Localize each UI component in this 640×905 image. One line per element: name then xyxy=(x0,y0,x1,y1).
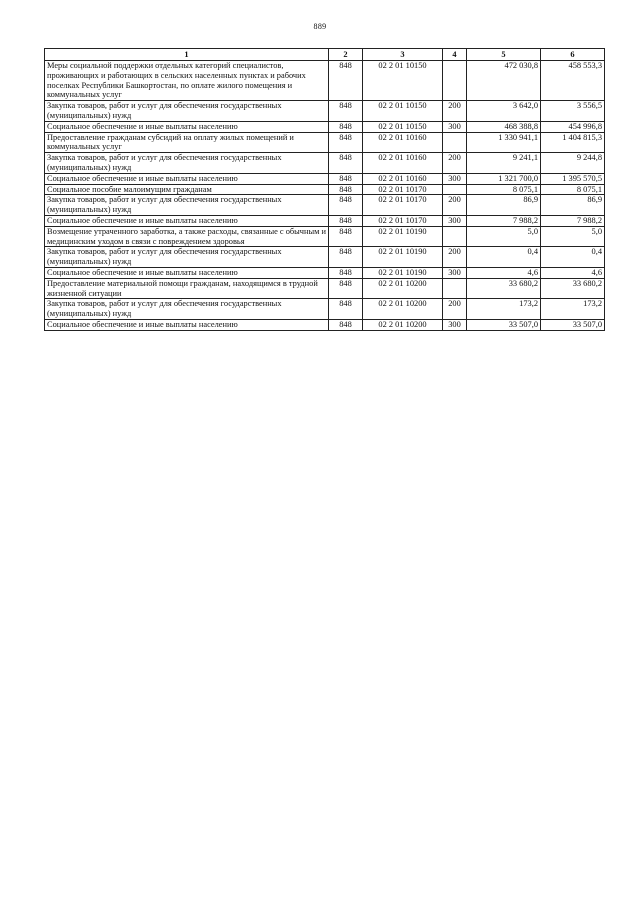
row-ved-cell: 848 xyxy=(329,247,363,268)
row-ved-cell: 848 xyxy=(329,278,363,299)
row-value-year2-cell: 33 507,0 xyxy=(541,319,605,330)
row-value-year2-cell: 7 988,2 xyxy=(541,215,605,226)
row-value-year2-cell: 33 680,2 xyxy=(541,278,605,299)
row-value-year2-cell: 4,6 xyxy=(541,267,605,278)
header-row xyxy=(45,49,605,61)
row-code-cell: 02 2 01 10190 xyxy=(363,226,443,247)
row-value-year2-cell: 1 395 570,5 xyxy=(541,173,605,184)
row-ved-cell: 848 xyxy=(329,299,363,320)
row-value-year2-cell: 8 075,1 xyxy=(541,184,605,195)
header-cell: 3 xyxy=(363,49,443,61)
row-name-cell: Социальное обеспечение и иные выплаты населению xyxy=(45,267,329,278)
row-ved-cell: 848 xyxy=(329,184,363,195)
row-code-cell: 02 2 01 10200 xyxy=(363,319,443,330)
row-name-cell: Предоставление материальной помощи гражданам, находящимся в трудной жизненной ситуации xyxy=(45,278,329,299)
row-value-year1-cell: 1 330 941,1 xyxy=(467,132,541,153)
header-cell: 2 xyxy=(329,49,363,61)
row-name-cell: Закупка товаров, работ и услуг для обеспечения государственных (муниципальных) нужд xyxy=(45,153,329,174)
row-value-year2-cell: 458 553,3 xyxy=(541,61,605,101)
row-code-cell: 02 2 01 10150 xyxy=(363,121,443,132)
row-ved-cell: 848 xyxy=(329,153,363,174)
row-code-cell: 02 2 01 10160 xyxy=(363,153,443,174)
row-value-year2-cell: 1 404 815,3 xyxy=(541,132,605,153)
row-name-cell: Закупка товаров, работ и услуг для обеспечения государственных (муниципальных) нужд xyxy=(45,101,329,122)
row-ved-cell: 848 xyxy=(329,101,363,122)
row-value-year2-cell: 9 244,8 xyxy=(541,153,605,174)
row-value-year1-cell: 7 988,2 xyxy=(467,215,541,226)
table-body xyxy=(45,61,605,331)
row-ved-cell: 848 xyxy=(329,267,363,278)
row-vr-cell: 200 xyxy=(443,195,467,216)
row-value-year2-cell: 173,2 xyxy=(541,299,605,320)
row-code-cell: 02 2 01 10150 xyxy=(363,101,443,122)
header-cell: 6 xyxy=(541,49,605,61)
row-code-cell: 02 2 01 10190 xyxy=(363,267,443,278)
row-value-year2-cell: 5,0 xyxy=(541,226,605,247)
row-name-cell: Возмещение утраченного заработка, а также расходы, связанные с обычным и медицинским уходом в связи с повреждением здоровья xyxy=(45,226,329,247)
row-code-cell: 02 2 01 10170 xyxy=(363,215,443,226)
row-code-cell: 02 2 01 10170 xyxy=(363,195,443,216)
header-cell: 5 xyxy=(467,49,541,61)
row-vr-cell: 300 xyxy=(443,215,467,226)
row-name-cell: Социальное обеспечение и иные выплаты населению xyxy=(45,121,329,132)
row-value-year2-cell: 86,9 xyxy=(541,195,605,216)
table-row xyxy=(45,184,605,195)
row-value-year1-cell: 8 075,1 xyxy=(467,184,541,195)
row-ved-cell: 848 xyxy=(329,173,363,184)
row-code-cell: 02 2 01 10200 xyxy=(363,299,443,320)
row-name-cell: Социальное пособие малоимущим гражданам xyxy=(45,184,329,195)
row-value-year2-cell: 3 556,5 xyxy=(541,101,605,122)
row-ved-cell: 848 xyxy=(329,121,363,132)
table-row xyxy=(45,267,605,278)
row-vr-cell: 200 xyxy=(443,299,467,320)
row-value-year1-cell: 468 388,8 xyxy=(467,121,541,132)
row-vr-cell: 300 xyxy=(443,267,467,278)
row-name-cell: Социальное обеспечение и иные выплаты населению xyxy=(45,173,329,184)
row-code-cell: 02 2 01 10150 xyxy=(363,61,443,101)
row-vr-cell: 300 xyxy=(443,319,467,330)
header-cell: 4 xyxy=(443,49,467,61)
table-row xyxy=(45,299,605,320)
row-code-cell: 02 2 01 10170 xyxy=(363,184,443,195)
table-row xyxy=(45,101,605,122)
table-row xyxy=(45,247,605,268)
row-name-cell: Закупка товаров, работ и услуг для обеспечения государственных (муниципальных) нужд xyxy=(45,299,329,320)
row-name-cell: Меры социальной поддержки отдельных категорий специалистов, проживающих и работающих в сельских населенных пунктах и рабочих поселках Республики Башкортостан, по оплате жилого помещения и коммунальных услуг xyxy=(45,61,329,101)
row-vr-cell: 200 xyxy=(443,247,467,268)
row-value-year1-cell: 33 507,0 xyxy=(467,319,541,330)
table-row xyxy=(45,173,605,184)
table-row xyxy=(45,195,605,216)
row-value-year2-cell: 454 996,8 xyxy=(541,121,605,132)
row-value-year1-cell: 33 680,2 xyxy=(467,278,541,299)
row-vr-cell xyxy=(443,184,467,195)
budget-table xyxy=(44,48,605,331)
row-value-year1-cell: 4,6 xyxy=(467,267,541,278)
row-value-year1-cell: 0,4 xyxy=(467,247,541,268)
table-row xyxy=(45,61,605,101)
row-name-cell: Закупка товаров, работ и услуг для обеспечения государственных (муниципальных) нужд xyxy=(45,247,329,268)
table-row xyxy=(45,215,605,226)
row-ved-cell: 848 xyxy=(329,195,363,216)
row-ved-cell: 848 xyxy=(329,319,363,330)
table-row xyxy=(45,278,605,299)
row-vr-cell xyxy=(443,226,467,247)
row-vr-cell: 200 xyxy=(443,153,467,174)
row-value-year1-cell: 472 030,8 xyxy=(467,61,541,101)
table-row xyxy=(45,132,605,153)
row-value-year1-cell: 86,9 xyxy=(467,195,541,216)
row-name-cell: Социальное обеспечение и иные выплаты населению xyxy=(45,215,329,226)
table-header xyxy=(45,49,605,61)
row-value-year1-cell: 3 642,0 xyxy=(467,101,541,122)
row-vr-cell xyxy=(443,278,467,299)
row-code-cell: 02 2 01 10160 xyxy=(363,132,443,153)
row-vr-cell: 200 xyxy=(443,101,467,122)
row-code-cell: 02 2 01 10190 xyxy=(363,247,443,268)
row-name-cell: Социальное обеспечение и иные выплаты населению xyxy=(45,319,329,330)
row-value-year1-cell: 9 241,1 xyxy=(467,153,541,174)
row-ved-cell: 848 xyxy=(329,226,363,247)
header-cell: 1 xyxy=(45,49,329,61)
row-vr-cell: 300 xyxy=(443,121,467,132)
row-ved-cell: 848 xyxy=(329,132,363,153)
row-code-cell: 02 2 01 10200 xyxy=(363,278,443,299)
table-row xyxy=(45,319,605,330)
table-row xyxy=(45,226,605,247)
row-name-cell: Закупка товаров, работ и услуг для обеспечения государственных (муниципальных) нужд xyxy=(45,195,329,216)
row-name-cell: Предоставление гражданам субсидий на оплату жилых помещений и коммунальных услуг xyxy=(45,132,329,153)
row-vr-cell xyxy=(443,61,467,101)
row-value-year1-cell: 5,0 xyxy=(467,226,541,247)
row-code-cell: 02 2 01 10160 xyxy=(363,173,443,184)
row-value-year1-cell: 173,2 xyxy=(467,299,541,320)
row-ved-cell: 848 xyxy=(329,61,363,101)
page-number: 889 xyxy=(313,22,327,31)
row-ved-cell: 848 xyxy=(329,215,363,226)
row-vr-cell xyxy=(443,132,467,153)
row-value-year2-cell: 0,4 xyxy=(541,247,605,268)
table-row xyxy=(45,153,605,174)
row-vr-cell: 300 xyxy=(443,173,467,184)
table-row xyxy=(45,121,605,132)
row-value-year1-cell: 1 321 700,0 xyxy=(467,173,541,184)
